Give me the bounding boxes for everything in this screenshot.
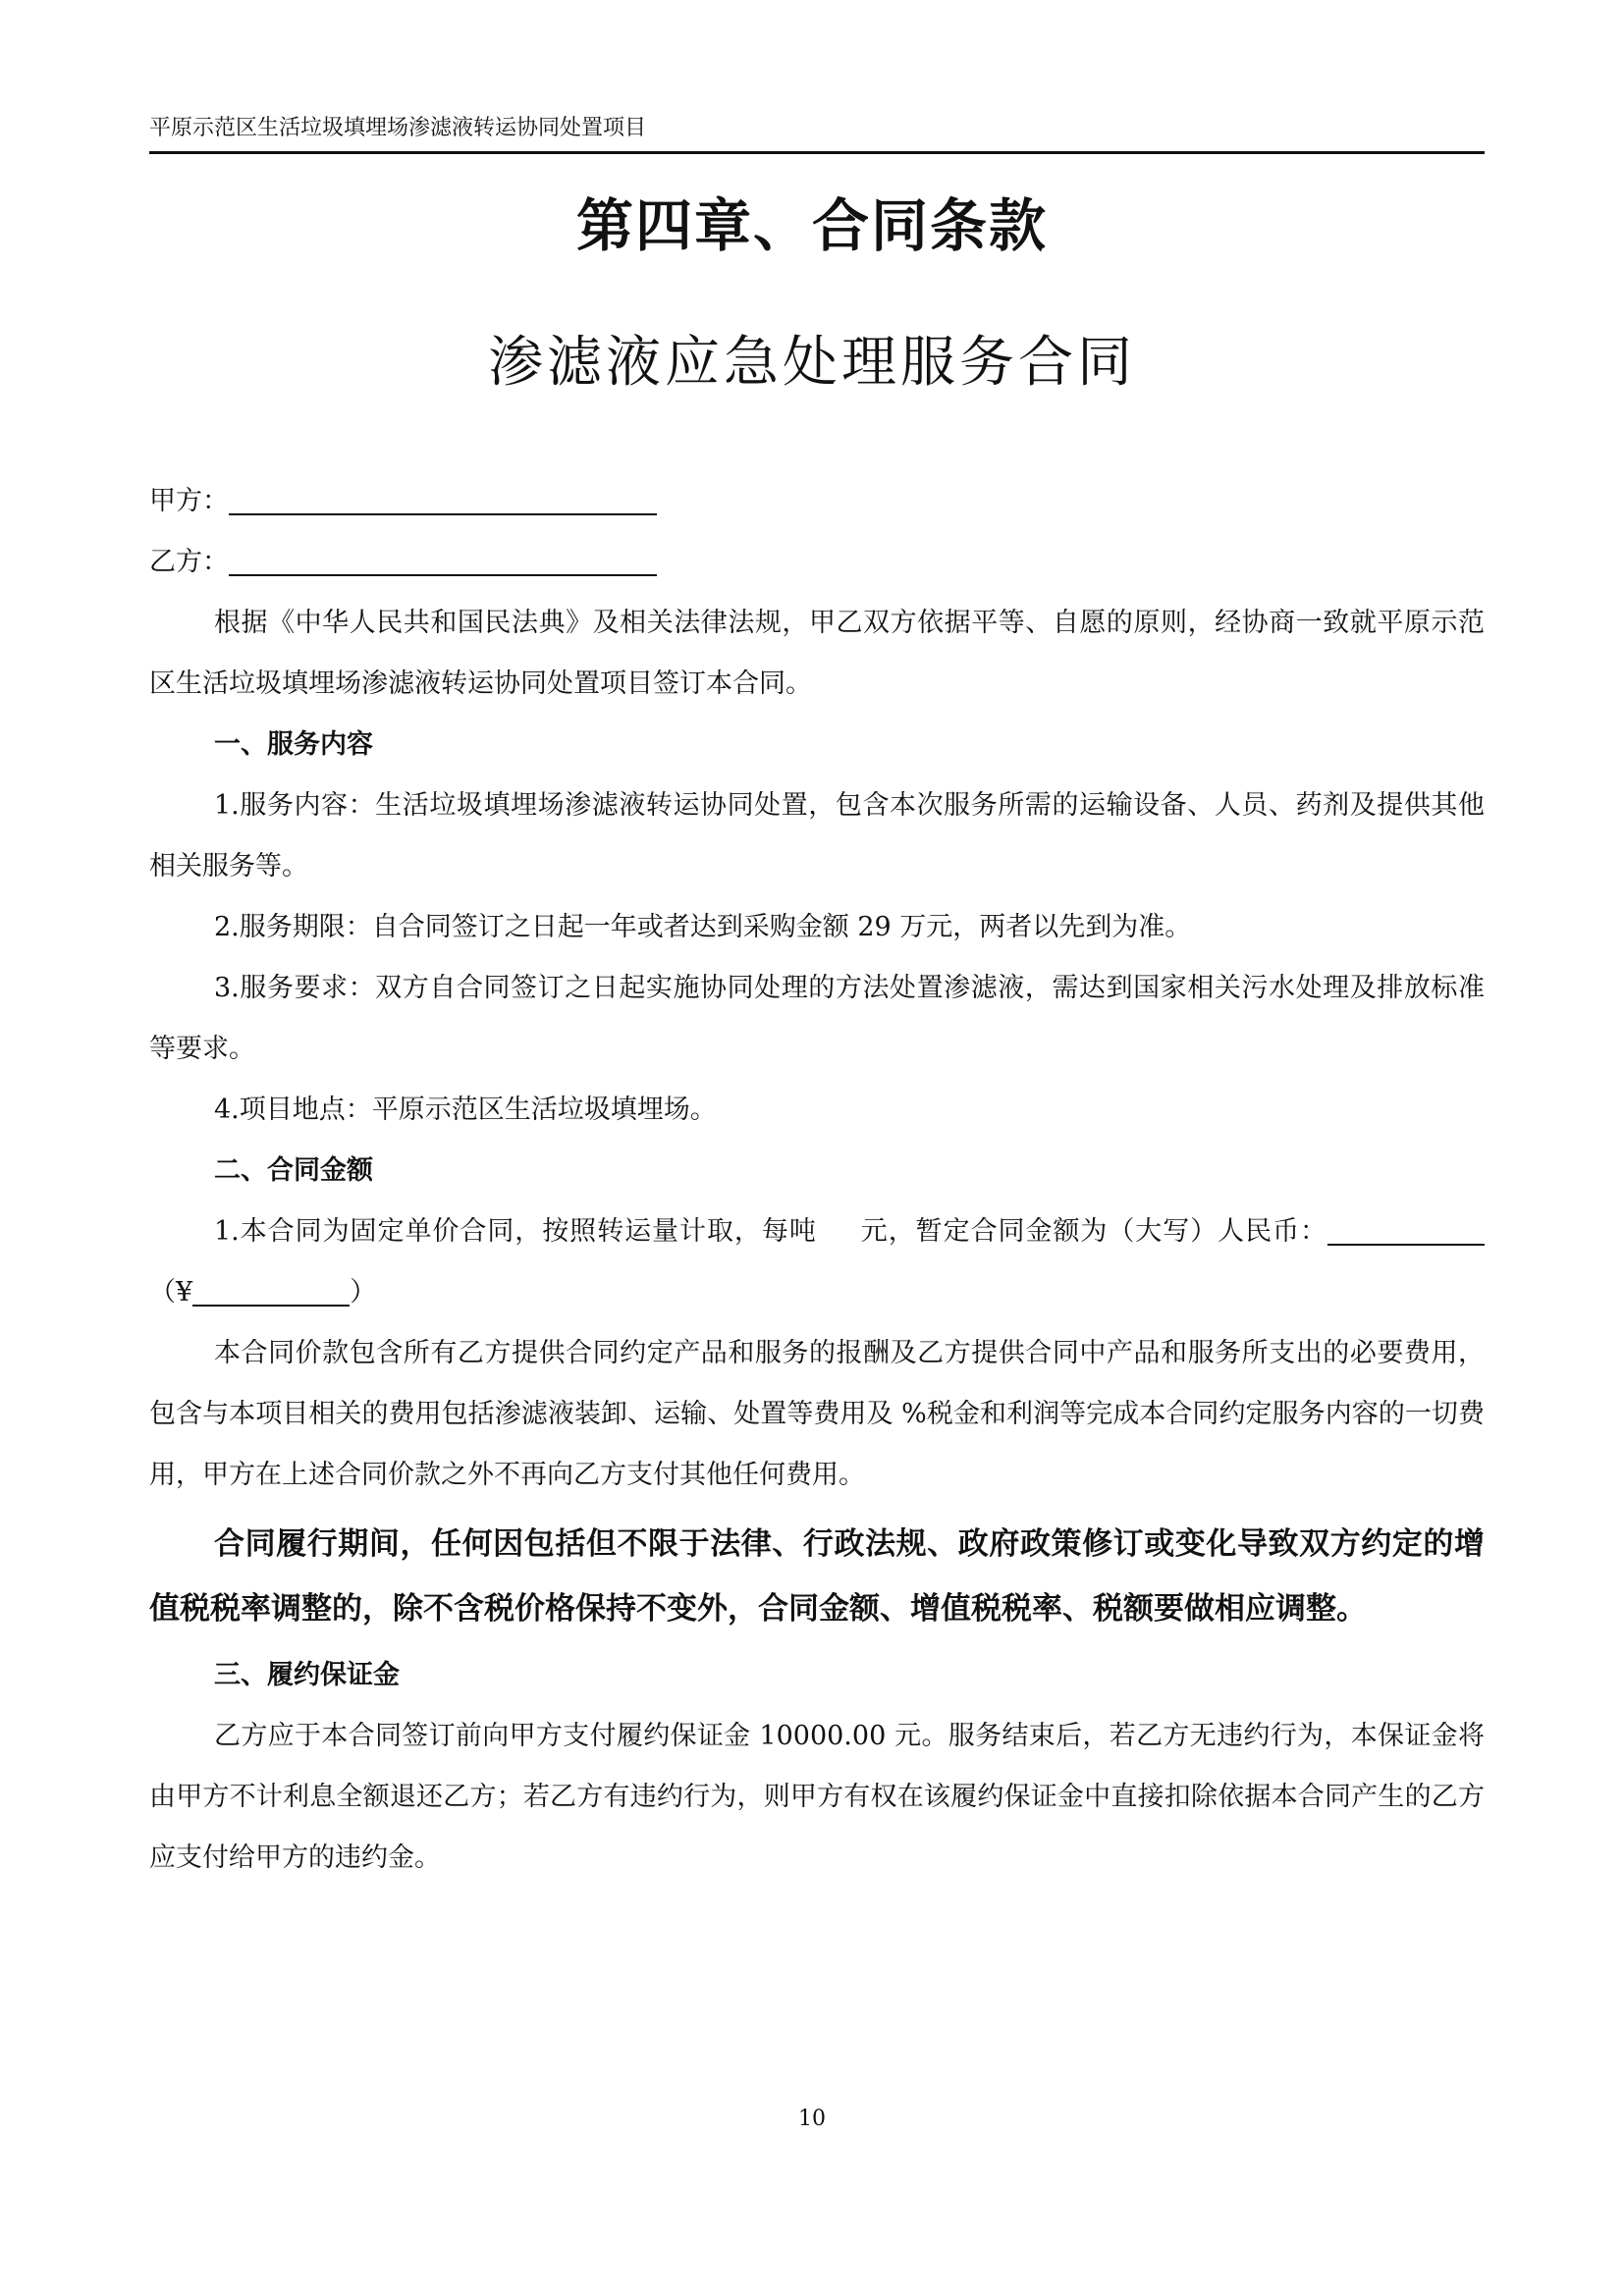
- amount-figure-blank: [192, 1277, 350, 1307]
- amount-figure-close: ）: [350, 1277, 377, 1308]
- chapter-title: 第四章、合同条款: [575, 192, 1048, 259]
- section-1-item-4: 4.项目地点：平原示范区生活垃圾填埋场。: [214, 1095, 717, 1125]
- section-1-item-1: 1.服务内容：生活垃圾填埋场渗滤液转运协同处置，包含本次服务所需的运输设备、人员、药剂及提供其他相关服务等。: [149, 790, 1485, 881]
- party-a-line: [149, 471, 1485, 532]
- running-header-title: 平原示范区生活垃圾填埋场渗滤液转运协同处置项目: [149, 116, 647, 140]
- section-1-item-3: 3.服务要求：双方自合同签订之日起实施协同处理的方法处置渗滤液，需达到国家相关污水处理及排放标准等要求。: [149, 973, 1485, 1064]
- contract-title: 渗滤液应急处理服务合同: [488, 331, 1136, 395]
- unit-price-text: 1.本合同为固定单价合同，按照转运量计取，每吨: [214, 1216, 817, 1247]
- section-3-heading: 三、履约保证金: [214, 1660, 400, 1690]
- amount-figure-open: （¥: [149, 1277, 193, 1308]
- section-2-item-1: [149, 1201, 1485, 1323]
- party-a-label: 甲方：: [149, 486, 229, 516]
- section-2-paragraph-2: 本合同价款包含所有乙方提供合同约定产品和服务的报酬及乙方提供合同中产品和服务所支出的必要费用，包含与本项目相关的费用包括渗滤液装卸、运输、处置等费用及 %税金和利润等完成本合同约定服务内容的一切费用，甲方在上述合同价款之外不再向乙方支付其他任何费用。: [149, 1338, 1485, 1490]
- amount-words-text: 元，暂定合同金额为（大写）人民币：: [859, 1216, 1328, 1247]
- section-1-heading: 一、服务内容: [214, 729, 373, 760]
- section-2-bold-paragraph: 合同履行期间，任何因包括但不限于法律、行政法规、政府政策修订或变化导致双方约定的增值税税率调整的，除不含税价格保持不变外，合同金额、增值税税率、税额要做相应调整。: [149, 1526, 1485, 1627]
- party-b-line: [149, 532, 1485, 593]
- section-1-item-2: 2.服务期限：自合同签订之日起一年或者达到采购金额 29 万元，两者以先到为准。: [214, 912, 1192, 942]
- party-b-blank: [229, 545, 657, 576]
- party-b-label: 乙方：: [149, 547, 229, 577]
- page-number: 10: [798, 2107, 826, 2131]
- section-2-heading: 二、合同金额: [214, 1155, 373, 1186]
- intro-paragraph: 根据《中华人民共和国民法典》及相关法律法规，甲乙双方依据平等、自愿的原则，经协商一致就平原示范区生活垃圾填埋场渗滤液转运协同处置项目签订本合同。: [149, 608, 1485, 699]
- document-body: [149, 471, 1485, 1889]
- amount-words-blank: [1327, 1216, 1485, 1246]
- section-3-paragraph: 乙方应于本合同签订前向甲方支付履约保证金 10000.00 元。服务结束后，若乙方无违约行为，本保证金将由甲方不计利息全额退还乙方；若乙方有违约行为，则甲方有权在该履约保证金中直接扣除依据本合同产生的乙方应支付给甲方的违约金。: [149, 1721, 1485, 1873]
- running-header: [149, 114, 1485, 154]
- party-a-blank: [229, 484, 657, 515]
